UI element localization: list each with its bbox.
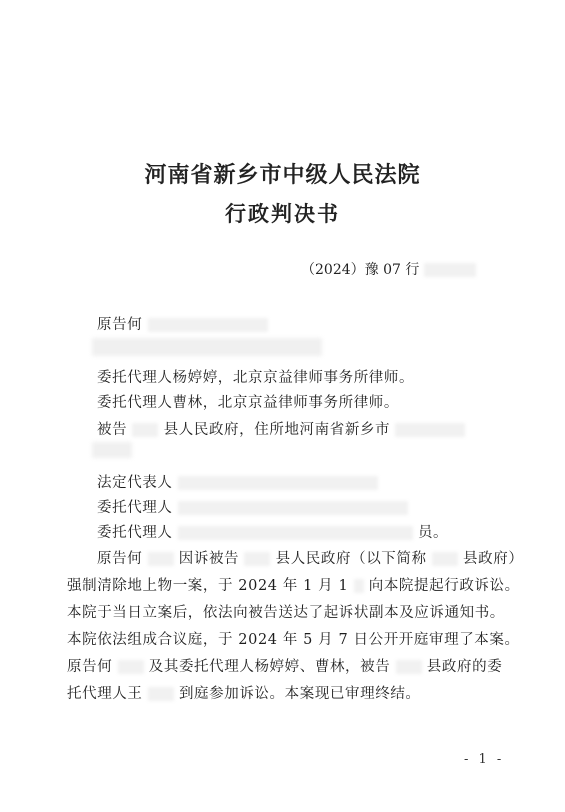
redacted-def-agent-1 <box>178 501 408 515</box>
legal-rep-label: 法定代表人 <box>97 475 173 491</box>
document-type-title: 行政判决书 <box>225 201 340 226</box>
plaintiff-agent-2: 委托代理人曹林，北京京益律师事务所律师。 <box>97 395 399 411</box>
def-agent-2-tail: 员。 <box>417 525 449 541</box>
redacted-defendant-address <box>395 423 465 437</box>
body-text: 县政府的委 <box>426 659 503 675</box>
body-text: 县人民政府（以下简称 <box>275 551 427 567</box>
plaintiff-line <box>97 313 268 334</box>
redacted-name <box>148 687 174 701</box>
def-agent-2-label: 委托代理人 <box>97 525 173 541</box>
body-line-1 <box>97 547 523 568</box>
redacted-name <box>118 660 144 674</box>
body-line-5 <box>67 655 502 676</box>
redacted-legal-rep <box>178 476 378 490</box>
body-text: 及其委托代理人杨婷婷、曹林，被告 <box>148 659 391 675</box>
body-text: 县政府） <box>463 551 524 567</box>
case-number-text: （2024）豫 07 行 <box>301 262 420 278</box>
body-text: 原告何 <box>97 551 143 567</box>
defendant-agent-2-line <box>97 521 448 542</box>
redacted-name <box>148 552 174 566</box>
plaintiff-agent-1: 委托代理人杨婷婷，北京京益律师事务所律师。 <box>97 370 415 386</box>
redacted-plaintiff-address <box>92 338 322 356</box>
redacted-address-continuation <box>92 442 132 458</box>
body-line-2 <box>67 574 520 595</box>
defendant-description: 县人民政府，住所地河南省新乡市 <box>163 422 391 438</box>
redacted-date <box>354 579 364 593</box>
case-number <box>301 259 476 279</box>
body-text: 强制清除地上物一案，于 2024 年 1 月 1 <box>67 578 349 594</box>
defendant-label: 被告 <box>97 422 128 438</box>
page-number: - 1 - <box>464 752 505 767</box>
court-title: 河南省新乡市中级人民法院 <box>144 162 421 188</box>
body-text: 托代理人王 <box>67 686 143 702</box>
defendant-line <box>97 418 465 439</box>
body-text: 原告何 <box>67 659 113 675</box>
defendant-agent-1-line <box>97 496 408 517</box>
redacted-county-name <box>132 423 158 437</box>
plaintiff-label: 原告何 <box>97 317 143 333</box>
body-text: 因诉被告 <box>178 551 240 567</box>
body-line-6 <box>67 682 421 703</box>
redacted-plaintiff-info <box>148 318 268 332</box>
redacted-county-name <box>396 660 422 674</box>
redacted-def-agent-2 <box>178 526 413 540</box>
redacted-case-suffix <box>424 263 476 277</box>
legal-representative-line <box>97 471 378 492</box>
def-agent-1-label: 委托代理人 <box>97 500 173 516</box>
redacted-county-name <box>432 552 458 566</box>
redacted-county-name <box>244 552 270 566</box>
body-text: 到庭参加诉讼。本案现已审理终结。 <box>178 686 421 702</box>
body-line-4: 本院依法组成合议庭，于 2024 年 5 月 7 日公开开庭审理了本案。 <box>67 632 520 648</box>
body-line-3: 本院于当日立案后，依法向被告送达了起诉状副本及应诉通知书。 <box>67 605 505 621</box>
body-text: 向本院提起行政诉讼。 <box>368 578 520 594</box>
